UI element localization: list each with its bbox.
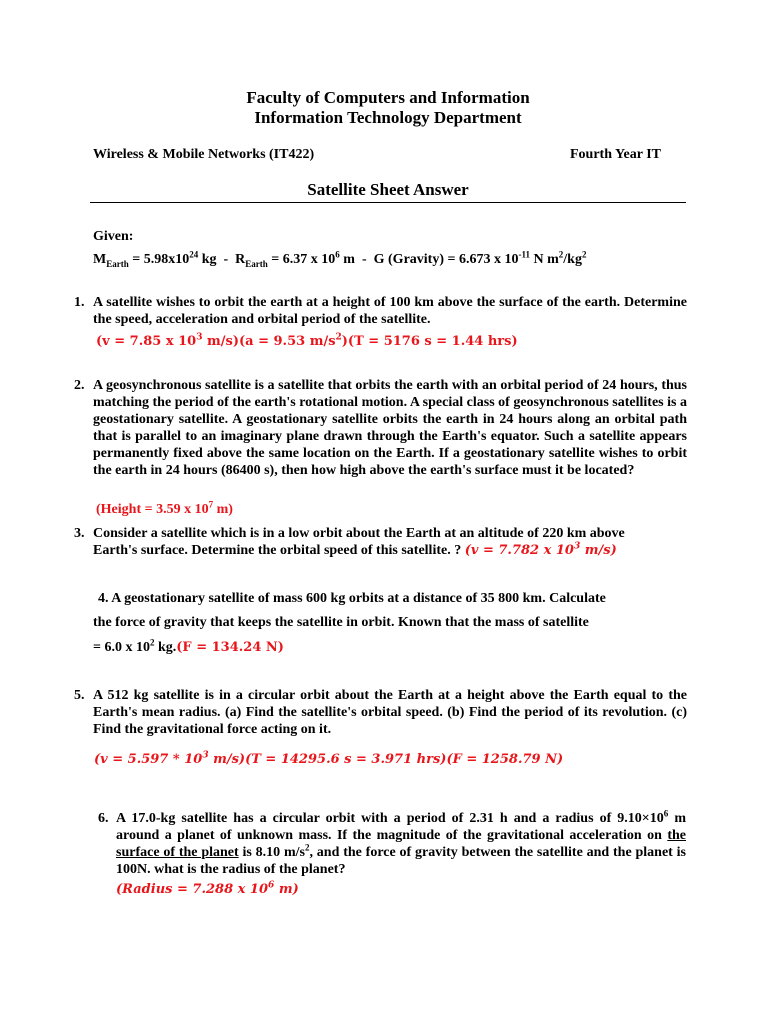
- q3-answer: (v = 7.782 x $10^3$ m/s): [464, 541, 617, 558]
- q4-answer: (F = 134.24 N): [176, 640, 284, 655]
- q2-text: A geosynchronous satellite is a satellite that orbits the earth with an orbital period of 24 hours, thus matching the period of the earth's rotational motion. A special class of geosynchronous satellites is a geostationary satellite. A geostationary satellite orbits the earth in 24 hours along an orbital path that is parallel to an imaginary plane drawn through the Earth's equator. Such a satellite appears permanently fixed above the same location on the Earth. If a geostationary satellite wishes to orbit the earth in 24 hours (86400 s), then how high above the earth's surface must it be located?: [93, 378, 687, 478]
- department-heading: Information Technology Department: [254, 108, 522, 127]
- q6-text: A 17.0-kg satellite has a circular orbit with a period of 2.31 h and a radius of $9.10\times 10^6$ m around a planet of unknown mass. If the magnitude of the gravitational acceleration on the surface of the planet is 8.10 $m/s^2$, and the force of gravity between the satellite and the planet is 100N. what is the radius of the planet?: [116, 808, 687, 877]
- course-name: Wireless & Mobile Networks (IT422): [93, 147, 315, 162]
- q2-number: 2.: [74, 378, 85, 393]
- q3-text-line1: Consider a satellite which is in a low orbit about the Earth at an altitude of 220 km above: [93, 526, 625, 541]
- q1-text: A satellite wishes to orbit the earth at a height of 100 km above the surface of the earth. Determine the speed, acceleration and orbital period of the satellite.: [93, 295, 687, 327]
- q5-answer: ($v = 5.597 * 10^3$ m/s)(T = 14295.6 s = 3.971 hrs)(F = 1258.79 N): [94, 750, 564, 767]
- title-divider: [90, 202, 686, 203]
- q3-number: 3.: [74, 526, 85, 541]
- q2-answer: (Height = 3.59 x $10^7$ m): [96, 499, 233, 517]
- given-label: Given:: [93, 229, 134, 244]
- q4-line3: = 6.0 x $10^2$ kg.(F = 134.24 N): [93, 637, 284, 655]
- q4-line1: 4. A geostationary satellite of mass 600 kg orbits at a distance of 35 800 km. Calculate: [98, 591, 606, 606]
- year-label: Fourth Year IT: [570, 147, 661, 162]
- q4-line2: the force of gravity that keeps the satellite in orbit. Known that the mass of satellite: [93, 615, 589, 630]
- q6-number: 6.: [98, 811, 109, 826]
- q3-text-line2: Earth's surface. Determine the orbital speed of this satellite. ? (v = 7.782 x $10^3$ m/s): [93, 541, 617, 558]
- q5-number: 5.: [74, 688, 85, 703]
- q6-answer: (Radius = 7.288 x $10^6$ m): [116, 880, 299, 897]
- q1-number: 1.: [74, 295, 85, 310]
- q5-text: A 512 kg satellite is in a circular orbit about the Earth at a height above the Earth equal to the Earth's mean radius. (a) Find the satellite's orbital speed. (b) Find the period of its revolution. (c) Find the gravitational force acting on it.: [93, 688, 687, 737]
- faculty-heading: Faculty of Computers and Information: [246, 88, 530, 107]
- sheet-title: Satellite Sheet Answer: [307, 180, 469, 199]
- given-constants: $M_{Earth} = 5.98x10^{24}$ kg - $R_{Earth} = 6.37$ x $10^6$ m - G (Gravity) = 6.673 x $10^{-11}$ N $m^2/kg^2$: [93, 249, 587, 269]
- q1-answer: (v = 7.85 x $10^3$ m/s)(a = 9.53 $m/s^2)(T = 5176$ s = 1.44 hrs): [96, 332, 518, 349]
